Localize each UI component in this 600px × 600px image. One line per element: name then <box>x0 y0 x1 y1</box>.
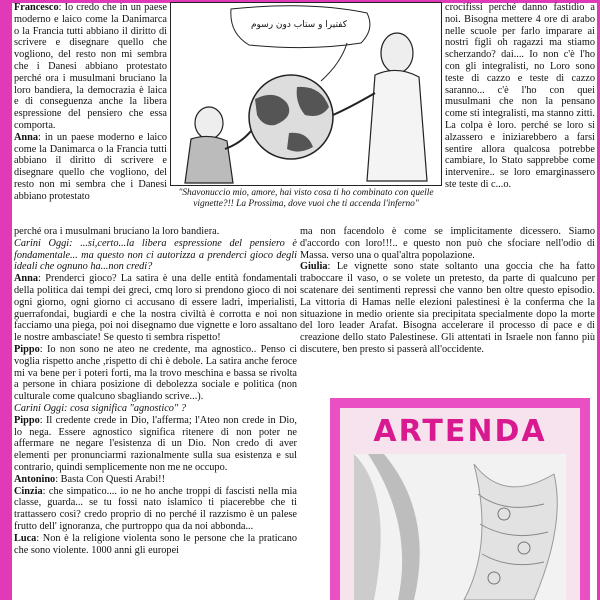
curtain-fabric-image <box>354 454 566 600</box>
speaker-name: Anna <box>14 131 39 143</box>
speaker-name: Cinzia <box>14 485 43 497</box>
paragraph-text: : che simpatico.... io ne ho anche troppi di fascisti nella mia classe, guarda... se tu fossi nato islamico ti piacerebbe che ti trattassero così? credo proprio di no perché il razzismo è un palese frutto dell' ignoranza, che purtroppo qua da noi abbonda... <box>14 485 297 532</box>
paragraph-text: ma non facendolo è come se implicitamente dicessero. Siamo d'accordo con loro!!!.. e questo non può che sfociare nell'odio di Massa. verso una o qual'altra popolazione. <box>300 226 595 261</box>
artenda-advertisement <box>330 398 590 600</box>
speech-bubble-text: كفتيرا و ستاب دون رسوم <box>250 20 348 30</box>
paragraph-text: : Non è la religione violenta sono le persone che la praticano che sono violente. 1000 anni gli europei <box>14 532 297 556</box>
paragraph-text: : Il credente crede in Dio, l'afferma; l'Ateo non crede in Dio, lo nega. Essere agnostico significa ritenere di non poter ne affermare ne negare l'esistenza di un Dio. Non credo di aver elementi per pronunciarmi razionalmente sulla sua esistenza e sul contrario, quindi semplicemente non me ne occupo. <box>14 414 297 473</box>
paragraph-text: : in un paese moderno e laico come la Danimarca o la Francia tutti abbiano il diritto di scrivere e disegnare quello che vogliono, del resto non mi sembra che i Danesi abbiano protestato <box>14 131 167 202</box>
speaker-name: Luca <box>14 532 37 544</box>
speaker-name: Pippo <box>14 414 40 426</box>
cartoon-illustration <box>170 2 442 186</box>
speaker-name: Giulia <box>300 261 328 273</box>
speaker-name: Anna <box>14 273 39 285</box>
artenda-panel <box>340 408 580 600</box>
left-border <box>0 0 12 600</box>
paragraph-francesco <box>14 2 167 132</box>
paragraph-text: : Basta Con Questi Arabi!! <box>55 473 166 485</box>
right-top-column <box>445 2 595 191</box>
speaker-name: Francesco <box>14 2 59 13</box>
right-bottom-column <box>300 226 595 356</box>
question-carini-oggi: Carini Oggi: cosa significa "agnostico" ? <box>14 402 186 414</box>
paragraph-text: : Io credo che in un paese moderno e laico come la Danimarca o la Francia tutti abbiano il diritto di scrivere e disegnare quello che vogliono, del resto non mi sembra che i Danesi abbiano protestato perché ora i musulmani bruciano la loro bandiera, la democrazia è laica e di conseguenza anche la libera espressione del pensiero che essa comporta. <box>14 2 167 131</box>
speaker-name: Antonino <box>14 473 56 485</box>
question-carini-oggi: Carini Oggi: ...si,certo...la libera espressione del pensiero è fondamentale... ma questo non ci autorizza a prenderci gioco degli ideali che ognuno ha...non credi? <box>14 237 297 273</box>
paragraph-cinzia <box>14 486 297 533</box>
paragraph-luca <box>14 533 297 557</box>
paragraph-text: : Prenderci gioco? La satira è una delle entità fondamentali della politica dai tempi dei greci, cmq loro si prendono gioco di noi ogni giorno, ogni giorno ci accusano di essere ladri, imperialisti, guerrafondai, bugiardi e che la nostra civiltà è corrotta e noi non facciamo una piega, poi noi disegnamo due vignette e loro assaltano le nostre ambasciate! Se questo ti sembra rispetto! <box>14 273 297 344</box>
paragraph-text: : Io non sono ne ateo ne credente, ma agnostico.. Penso ci voglia rispetto anche ,rispetto di chi è debole. La satira anche feroce mi va bene per i poteri forti, ma la trovo meschina e bassa se rivolta a persone in chiara posizione di debolezza sociale e politica (non culturale come qualcuno sbagliando scrive...). <box>14 343 297 403</box>
paragraph-antonino <box>14 474 297 486</box>
paragraph-anna <box>14 132 167 203</box>
cartoon-caption: "Shavonuccio mio, amore, hai visto cosa ti ho combinato con quelle vignette?!! La Prossima, dove vuoi che ti accenda l'inferno" <box>178 188 434 209</box>
cartoon-drawing <box>171 3 442 186</box>
left-bottom-column <box>14 226 297 556</box>
paragraph-text: crocifissi perché danno fastidio a noi. Bisogna mettere 4 ore di arabo nelle scuole per farlo imparare ai nostri figli oh ragazzi ma stiamo scherzando? dai.... Io non c'è l'ho con gli integralisti, no Loro sono teste di cazzo e teste di cazzo saranno... c'è l'ho con quei musulmani che non la pensano come sti integralisti, ma stanno zitti. La colpa è loro. perché se loro si alzassero e iniziarebbero a farsi sentire allora qualcosa potrebbe cambiare, lo Stato sapprebbe come intervenire.. se loro emarginassero ste teste di c...o. <box>445 2 595 190</box>
paragraph-anna-continued: perché ora i musulmani bruciano la loro bandiera. <box>14 226 220 237</box>
paragraph-giulia <box>300 261 595 355</box>
paragraph-anna <box>14 273 297 344</box>
speaker-name: Pippo <box>14 343 40 355</box>
paragraph-pippo <box>14 415 297 474</box>
paragraph-text: : Le vignette sono state soltanto una goccia che ha fatto traboccare il vaso, o se volete un pretesto, da parte di qualcuno per scatenare dei sentimenti repressi che vanno ben oltre questo episodio. La vittoria di Hamas nelle elezioni palestinesi è la conferma che la situazione in medio oriente sia precipitata specialmente dopo la morte del loro leader Arafat. Bisogna accelerare il processo di pace e di creazione dello stato Palestinese. Gli attentati in Israele non fanno più discutere, ben presto si passerà all'occidente. <box>300 261 595 355</box>
paragraph-pippo <box>14 344 297 403</box>
artenda-title: ARTENDA <box>373 414 547 449</box>
left-top-column <box>14 2 167 203</box>
